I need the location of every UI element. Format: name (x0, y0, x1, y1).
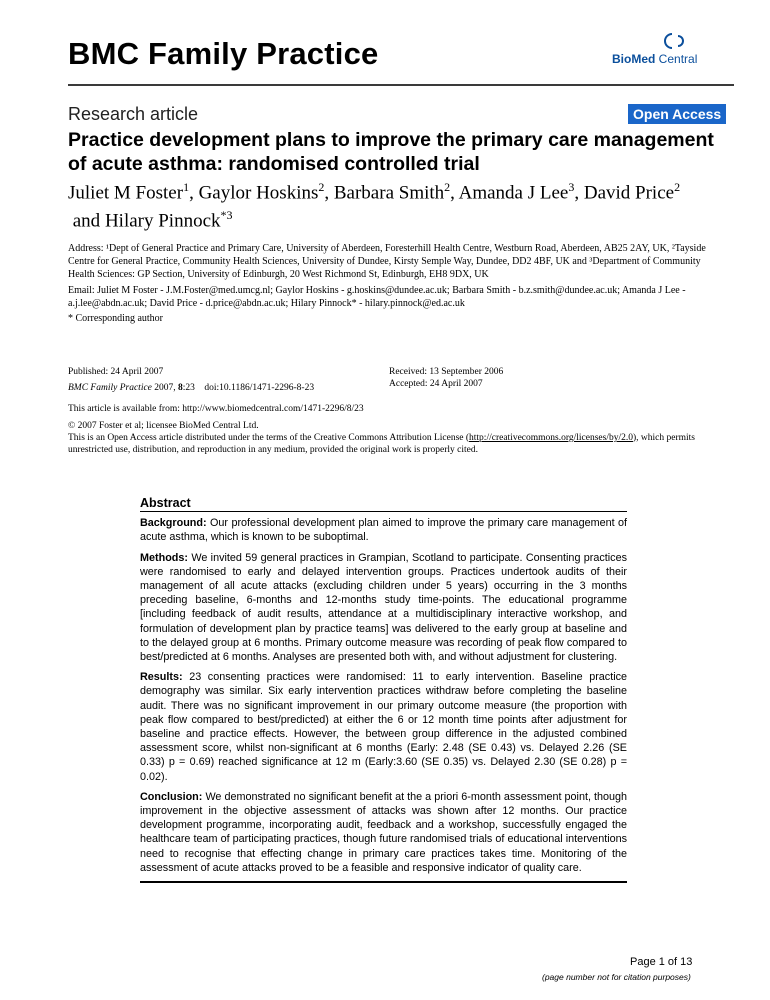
author-affiliation-sup: 2 (444, 180, 451, 194)
address: Address: ¹Dept of General Practice and Primary Care, University of Aberdeen, Foresterhill Health Centre, Westburn Road, Aberdeen, AB25 2AY, UK, ²Tayside Centre for General Practice, Community Health Sciences, University of Dundee, Kirsty Semple Way, Dundee, DD2 4BF, UK and ³Department of Community Health Sciences: GP Section, University of Edinburgh, 20 West Richmond St, Edinburgh, EH8 9DX, UK (68, 243, 706, 280)
abstract-section (140, 790, 627, 875)
author-separator: and (68, 210, 105, 232)
abstract-heading: Abstract (140, 496, 627, 512)
logo-text-central: Central (655, 52, 698, 66)
author-separator: , (324, 182, 334, 204)
license-pre: This is an Open Access article distributed under the terms of the Creative Commons Attribution License ( (68, 433, 470, 443)
accepted-date: Accepted: 24 April 2007 (389, 379, 483, 389)
received-date: Received: 13 September 2006 (389, 367, 504, 377)
citation-year: 2007, (151, 383, 179, 393)
citation-journal: BMC Family Practice (68, 383, 152, 393)
logo-text-biomed: BioMed (612, 52, 656, 66)
abstract-section (140, 516, 627, 544)
biomed-central-logo (612, 30, 722, 70)
abstract-section-label: Background: (140, 517, 207, 530)
copyright: © 2007 Foster et al; licensee BioMed Central Ltd. (68, 421, 259, 431)
abstract-section-text: We demonstrated no significant benefit at the a priori 6-month assessment point, though improvement in the objective assessment of attacks was shown after 12 months. Our practice development programme, incorporating audit, feedback and a workshop, successfully engaged the healthcare team of participating practices, though future randomised trials of educational interventions need to recognise that effecting change in primary care practices takes time. Monitoring of the assessment of acute attacks proved to be a feasible and responsive indicator of quality care. (140, 790, 628, 874)
license-post: ), which permits unrestricted use, distribution, and reproduction in any medium, provided the original work is properly cited. (68, 433, 695, 455)
corresponding-author-note: * Corresponding author (68, 313, 163, 324)
abstract-section-text: Our professional development plan aimed to improve the primary care management of acute asthma, which is known to be suboptimal. (140, 517, 628, 544)
author-name: Amanda J Lee (458, 182, 569, 204)
license-link[interactable]: http://creativecommons.org/licenses/by/2.0 (469, 433, 633, 443)
page-number-note: (page number not for citation purposes) (542, 972, 691, 982)
author-separator: , (574, 182, 584, 204)
citation-doi: :23 doi:10.1186/1471-2296-8-23 (182, 383, 315, 393)
author-name: Barbara Smith (333, 182, 445, 204)
abstract-box (140, 496, 627, 883)
email-list: Email: Juliet M Foster - J.M.Foster@med.umcg.nl; Gaylor Hoskins - g.hoskins@dundee.ac.uk; Barbara Smith - b.z.smith@dundee.ac.uk; Amanda J Lee - a.j.lee@abdn.ac.uk; David Price - d.price@abdn.ac.uk; Hilary Pinnock* - hilary.pinnock@ed.ac.uk (68, 285, 686, 309)
citation-volume: 8 (178, 383, 183, 393)
author-affiliation-sup: *3 (220, 208, 233, 223)
published-date: Published: 24 April 2007 (68, 367, 164, 377)
abstract-section (140, 551, 627, 665)
author-affiliation-sup: 1 (183, 180, 190, 194)
author-separator: , (450, 182, 459, 204)
paper-title: Practice development plans to improve the primary care management of acute asthma: randomised controlled trial (68, 129, 714, 175)
author-name: Juliet M Foster (68, 182, 184, 204)
abstract-section-label: Results: (140, 671, 183, 684)
journal-title: BMC Family Practice (68, 36, 379, 71)
author-affiliation-sup: 2 (318, 180, 325, 194)
article-type: Research article (68, 104, 199, 124)
author-name: David Price (583, 182, 675, 204)
abstract-bottom-rule (140, 881, 627, 883)
page-number: Page 1 of 13 (630, 956, 693, 968)
author-affiliation-sup: 3 (568, 180, 575, 194)
biomed-logo-icon (612, 30, 722, 54)
author-separator: , (189, 182, 199, 204)
abstract-section-label: Conclusion: (140, 790, 203, 803)
license-text (68, 432, 708, 456)
header-rule (68, 84, 734, 86)
availability-url: This article is available from: http://www.biomedcentral.com/1471-2296/8/23 (68, 404, 364, 414)
citation (68, 382, 314, 394)
author-name: Gaylor Hoskins (198, 182, 319, 204)
author-list (68, 176, 728, 233)
abstract-section-label: Methods: (140, 551, 188, 564)
open-access-badge: Open Access (628, 104, 726, 124)
author-name: Hilary Pinnock (104, 210, 221, 232)
abstract-section (140, 670, 627, 784)
abstract-sections (140, 516, 627, 875)
abstract-section-text: 23 consenting practices were randomised: 11 to early intervention. Baseline practice demography was similar. Six early intervention practices withdraw before completing the baseline audit. There was no significant improvement in our primary outcome measure (the proportion with peak flow compared to best/predicted) at either the 6 or 12 month time points after adjustment for baseline and practice effects. However, the between group difference in the adjusted combined assessment score, whilst non-significant at 6 months (Early: 2.48 (SE 0.43) vs. Delayed 2.26 (SE 0.33) p = 0.69) reached significance at 12 m (Early:3.60 (SE 0.35) vs. Delayed 2.30 (SE 0.28) p = 0.02). (140, 671, 628, 783)
abstract-section-text: We invited 59 general practices in Grampian, Scotland to participate. Consenting practices were randomised to early and delayed intervention groups. Practices undertook audits of their management of all acute attacks (excluding children under 5 years) occurring in the 3 months preceding baseline, 6-months and 12-months study time-points. The educational programme [including feedback of audit results, attendance at a multidisciplinary interactive workshop, and formulation of development plan by practice teams] was delivered to the early group at baseline and to the delayed group at 6 months. Primary outcome measure was recording of peak flow compared to best/predicted at 6 months. Analyses are presented both with, and without adjustment for clustering. (140, 551, 627, 664)
author-affiliation-sup: 2 (674, 180, 681, 194)
